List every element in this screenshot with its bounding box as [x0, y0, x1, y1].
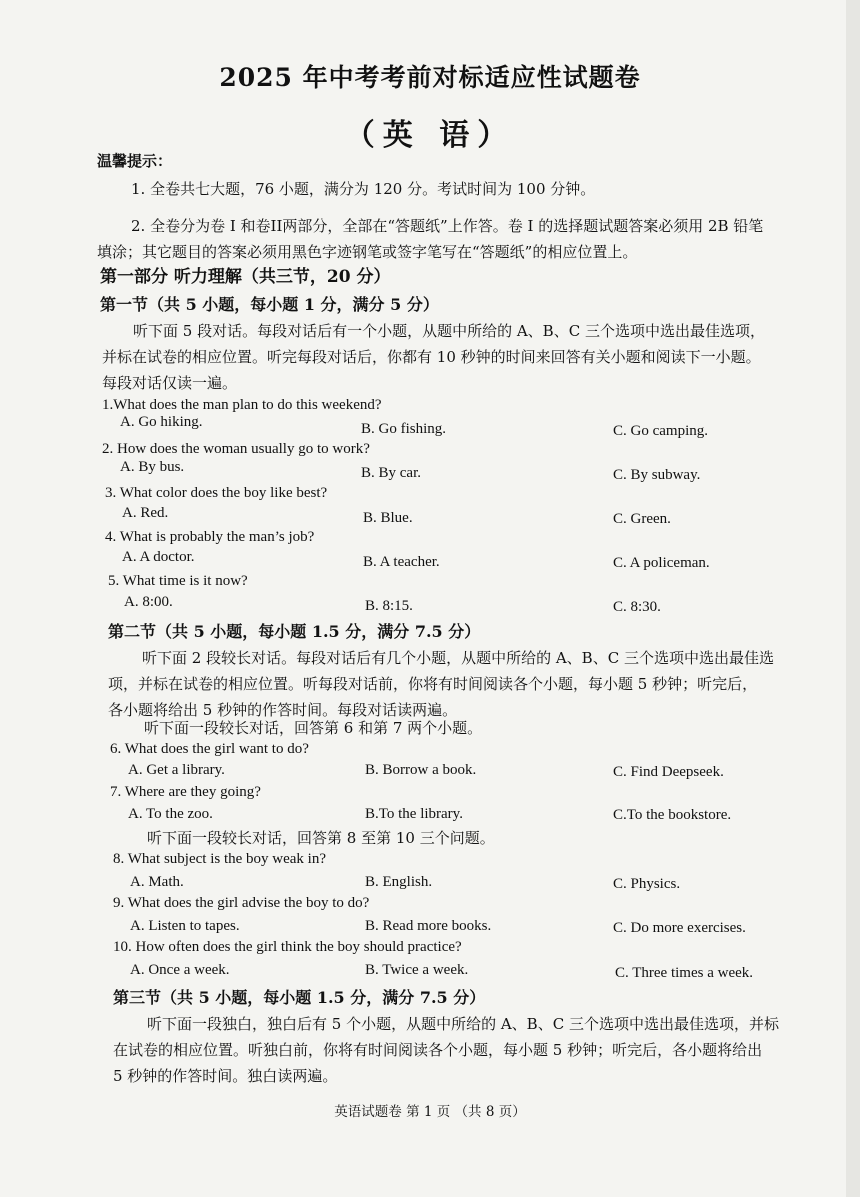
q7-option-a: A. To the zoo.: [128, 806, 213, 822]
question-4: 4. What is probably the man’s job?: [105, 529, 315, 545]
section3-instr-3: 5 秒钟的作答时间。独白读两遍。: [113, 1067, 338, 1085]
notice-item-2: 2. 全卷分为卷 I 和卷II两部分，全部在“答题纸”上作答。卷 I 的选择题试题答案必须用 2B 铅笔: [131, 217, 764, 235]
question-1: 1.What does the man plan to do this weekend?: [102, 397, 382, 413]
page-footer: 英语试题卷 第 1 页 （共 8 页）: [334, 1104, 526, 1120]
section1-instr-3: 每段对话仅读一遍。: [102, 374, 238, 392]
q2-option-c: C. By subway.: [613, 467, 701, 483]
question-2: 2. How does the woman usually go to work?: [102, 441, 370, 457]
q8-option-a: A. Math.: [130, 874, 184, 890]
question-9: 9. What does the girl advise the boy to do?: [113, 895, 370, 911]
q10-option-b: B. Twice a week.: [365, 962, 469, 978]
exam-title: 2025 年中考考前对标适应性试题卷: [219, 63, 641, 92]
section1-instr-1: 听下面 5 段对话。每段对话后有一个小题，从题中所给的 A、B、C 三个选项中选出最佳选项，: [133, 322, 765, 340]
section1-heading: 第一节（共 5 小题，每小题 1 分，满分 5 分）: [100, 295, 439, 314]
question-7: 7. Where are they going?: [110, 784, 261, 800]
question-10: 10. How often does the girl think the boy should practice?: [113, 939, 462, 955]
part1-heading: 第一部分 听力理解（共三节，20 分）: [100, 267, 391, 287]
q9-option-b: B. Read more books.: [365, 918, 492, 934]
notice-heading: 温馨提示：: [97, 152, 173, 170]
section2-instr-3: 各小题将给出 5 秒钟的作答时间。每段对话读两遍。: [108, 701, 458, 719]
q2-option-b: B. By car.: [361, 465, 421, 481]
q2-option-a: A. By bus.: [120, 459, 185, 475]
q1-option-b: B. Go fishing.: [361, 421, 447, 437]
q1-option-c: C. Go camping.: [613, 423, 708, 439]
q8-option-c: C. Physics.: [613, 876, 681, 892]
question-6: 6. What does the girl want to do?: [110, 741, 309, 757]
q5-option-a: A. 8:00.: [124, 594, 173, 610]
page-edge: [846, 0, 860, 1197]
section2-instr-1: 听下面 2 段较长对话。每段对话后有几个小题，从题中所给的 A、B、C 三个选项中选出最佳选: [142, 649, 774, 667]
q7-option-b: B.To the library.: [365, 806, 463, 822]
question-8: 8. What subject is the boy weak in?: [113, 851, 327, 867]
q3-option-c: C. Green.: [613, 511, 671, 527]
section1-instr-2: 并标在试卷的相应位置。听完每段对话后，你都有 10 秒钟的时间来回答有关小题和阅读下一小题。: [102, 348, 761, 366]
section2-heading: 第二节（共 5 小题，每小题 1.5 分，满分 7.5 分）: [108, 622, 481, 641]
q10-option-a: A. Once a week.: [130, 962, 230, 978]
section2-sub-1: 听下面一段较长对话，回答第 6 和第 7 两个小题。: [144, 719, 483, 737]
section3-instr-1: 听下面一段独白，独白后有 5 个小题，从题中所给的 A、B、C 三个选项中选出最佳选项，并标: [147, 1015, 779, 1033]
section2-sub-2: 听下面一段较长对话，回答第 8 至第 10 三个问题。: [147, 829, 495, 847]
q10-option-c: C. Three times a week.: [615, 965, 754, 981]
exam-subject: （英 语）: [344, 118, 516, 153]
q5-option-b: B. 8:15.: [365, 598, 413, 614]
q5-option-c: C. 8:30.: [613, 599, 661, 615]
q6-option-a: A. Get a library.: [128, 762, 225, 778]
q4-option-b: B. A teacher.: [363, 554, 440, 570]
section3-instr-2: 在试卷的相应位置。听独白前，你将有时间阅读各个小题，每小题 5 秒钟；听完后，各小题将给出: [113, 1041, 763, 1059]
section2-instr-2: 项，并标在试卷的相应位置。听每段对话前，你将有时间阅读各个小题，每小题 5 秒钟；听完后，: [108, 675, 758, 693]
q6-option-c: C. Find Deepseek.: [613, 764, 724, 780]
q4-option-c: C. A policeman.: [613, 555, 710, 571]
q3-option-b: B. Blue.: [363, 510, 413, 526]
question-3: 3. What color does the boy like best?: [105, 485, 328, 501]
q9-option-a: A. Listen to tapes.: [130, 918, 240, 934]
notice-item-2-cont: 填涂；其它题目的答案必须用黑色字迹钢笔或签字笔写在“答题纸”的相应位置上。: [97, 243, 638, 261]
q4-option-a: A. A doctor.: [122, 549, 195, 565]
notice-item-1: 1. 全卷共七大题，76 小题，满分为 120 分。考试时间为 100 分钟。: [131, 180, 596, 198]
q7-option-c: C.To the bookstore.: [613, 807, 732, 823]
q9-option-c: C. Do more exercises.: [613, 920, 746, 936]
q1-option-a: A. Go hiking.: [120, 414, 203, 430]
section3-heading: 第三节（共 5 小题，每小题 1.5 分，满分 7.5 分）: [113, 988, 486, 1007]
q6-option-b: B. Borrow a book.: [365, 762, 477, 778]
question-5: 5. What time is it now?: [108, 573, 248, 589]
q8-option-b: B. English.: [365, 874, 433, 890]
q3-option-a: A. Red.: [122, 505, 169, 521]
